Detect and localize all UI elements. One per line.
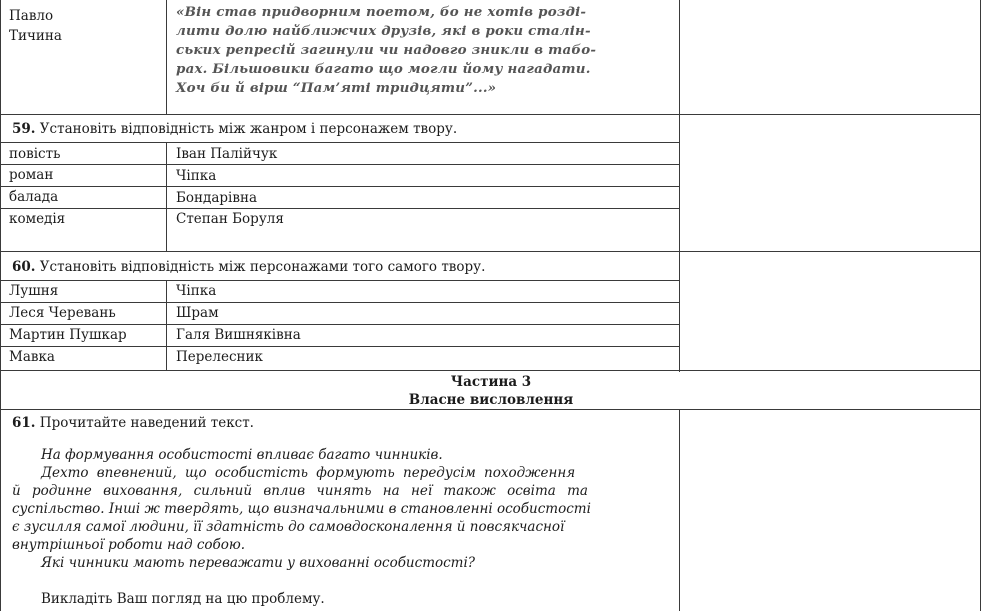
poet-column-divider [166, 0, 167, 114]
table-border-right [980, 0, 981, 611]
q59-column-divider [166, 142, 167, 251]
question-61-heading [12, 415, 254, 432]
q60-character-left: Леся Черевань [9, 305, 116, 321]
passage-line: внутрішньої роботи над собою. [12, 537, 246, 553]
q59-character: Іван Палійчук [176, 146, 278, 162]
q59-genre: комедія [9, 211, 66, 227]
q60-character-right: Галя Вишняківна [176, 327, 301, 343]
q60-character-right: Перелесник [176, 349, 263, 365]
passage-line: є зусилля самої людини, її здатність до самовдосконалення й повсякчасної [12, 519, 565, 535]
part-title: Частина 3 [450, 374, 532, 390]
question-number: 61. [12, 415, 36, 431]
q60-character-left: Мартин Пушкар [9, 327, 127, 343]
question-text: Установіть відповідність між персонажами того самого твору. [39, 259, 486, 275]
row-divider [0, 280, 680, 281]
q59-character: Степан Боруля [176, 211, 284, 227]
row-divider [0, 370, 981, 371]
passage-line: й родинне виховання, сильний вплив чинять на неї також освіта та [12, 483, 588, 499]
q60-column-divider [166, 280, 167, 370]
question-number: 60. [12, 259, 36, 275]
q59-genre: роман [9, 167, 54, 183]
question-61-instruction: Викладіть Ваш погляд на цю проблему. [41, 591, 325, 607]
row-divider [0, 409, 981, 410]
question-60-heading [12, 259, 485, 276]
row-divider [0, 251, 981, 252]
row-divider [0, 186, 680, 187]
row-divider [0, 142, 680, 143]
q59-character: Бондарівна [176, 190, 258, 206]
row-divider [0, 164, 680, 165]
question-number: 59. [12, 121, 36, 137]
passage-line: Які чинники мають переважати у вихованні особистості? [41, 555, 476, 571]
q59-character: Чіпка [176, 168, 217, 184]
q60-character-left: Мавка [9, 349, 55, 365]
q60-character-right: Шрам [176, 305, 219, 321]
passage-line: На формування особистості впливає багато чинників. [41, 447, 443, 463]
question-text: Установіть відповідність між жанром і персонажем твору. [39, 121, 458, 137]
answer-column-divider-q61 [679, 410, 680, 611]
passage-line: суспільство. Інші ж твердять, що визначальними в становленні особистості [12, 501, 591, 517]
question-text: Прочитайте наведений текст. [39, 415, 254, 431]
row-divider [0, 302, 680, 303]
poet-name: Павло Тичина [9, 8, 62, 44]
q59-genre: повість [9, 146, 61, 162]
q60-character-right: Чіпка [176, 283, 217, 299]
part-subtitle: Власне висловлення [408, 392, 574, 408]
row-divider [0, 114, 981, 115]
q59-genre: балада [9, 189, 59, 205]
question-59-heading [12, 121, 457, 138]
poet-quote: «Він став придворним поетом, бо не хотів розді- лити долю найближчих друзів, які в роки сталін- ських репресій загинули чи надовго зникли в табо- рах. Більшовики багато що могли йому нагадати. Хоч би й вірш “Пам’яті тридцяти”...» [176, 4, 597, 96]
row-divider [0, 324, 680, 325]
row-divider [0, 346, 680, 347]
passage-line: Дехто впевнений, що особистість формують передусім походження [41, 465, 576, 481]
row-divider [0, 208, 680, 209]
q60-character-left: Лушня [9, 283, 59, 299]
table-border-left [0, 0, 1, 611]
